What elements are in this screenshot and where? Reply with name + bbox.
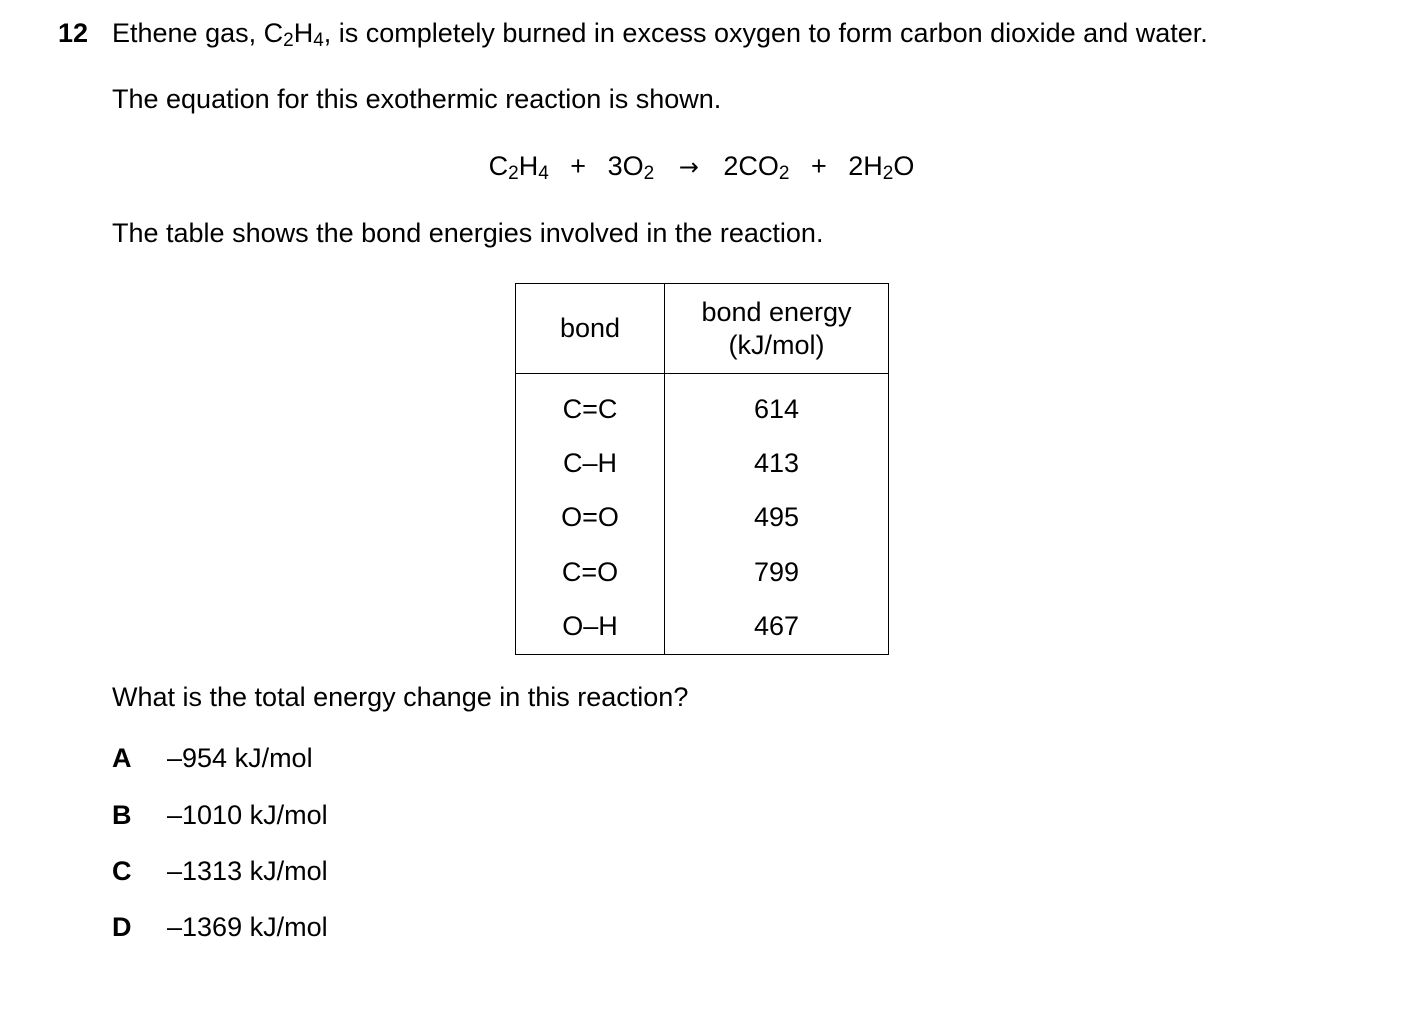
intro-text-end: , is completely burned in excess oxygen to form carbon dioxide and water. — [323, 18, 1208, 48]
option-c-text[interactable]: –1313 kJ/mol — [167, 856, 328, 886]
table-header-row — [516, 284, 889, 374]
energy-cell: 413 — [665, 436, 889, 490]
question-prompt: What is the total energy change in this reaction? — [112, 682, 689, 712]
energy-cell: 495 — [665, 491, 889, 545]
product-water: $2H_2O$ — [848, 151, 915, 184]
reactant-ethene: $C_2H_4$ — [488, 151, 549, 184]
table-row — [516, 436, 889, 490]
header-bond: bond — [516, 284, 665, 374]
bond-energy-table — [515, 283, 889, 655]
option-d-text[interactable]: –1369 kJ/mol — [167, 912, 328, 942]
equation-intro: The equation for this exothermic reaction is shown. — [112, 84, 722, 114]
bond-cell: O–H — [516, 600, 665, 655]
option-a-text[interactable]: –954 kJ/mol — [167, 743, 313, 773]
plus-sign: + — [570, 151, 587, 181]
reaction-arrow-icon: → — [678, 153, 699, 181]
plus-sign: + — [810, 151, 827, 181]
energy-cell: 614 — [665, 374, 889, 437]
option-b-letter[interactable]: B — [112, 800, 132, 830]
table-row — [516, 374, 889, 437]
table-intro: The table shows the bond energies involved in the reaction. — [112, 218, 824, 248]
bond-cell: C=O — [516, 545, 665, 599]
option-c-letter[interactable]: C — [112, 856, 132, 886]
option-b-text[interactable]: –1010 kJ/mol — [167, 800, 328, 830]
intro-text-hydrogen: H — [293, 18, 314, 48]
bond-cell: C–H — [516, 436, 665, 490]
question-intro — [112, 18, 1208, 49]
table-row — [516, 545, 889, 599]
energy-cell: 467 — [665, 600, 889, 655]
intro-subscript-hydrogen: 4 — [313, 30, 324, 51]
option-a-letter[interactable]: A — [112, 743, 132, 773]
energy-cell: 799 — [665, 545, 889, 599]
table-row — [516, 600, 889, 655]
reactant-oxygen: $3O_2$ — [607, 151, 655, 184]
table-row — [516, 491, 889, 545]
question-number: 12 — [58, 18, 89, 48]
option-d-letter[interactable]: D — [112, 912, 132, 942]
product-carbon-dioxide: $2CO_2$ — [723, 151, 790, 184]
chemical-equation — [0, 151, 1403, 182]
intro-subscript-carbon: 2 — [283, 30, 294, 51]
intro-text-start: Ethene gas, C — [112, 18, 284, 48]
bond-cell: O=O — [516, 491, 665, 545]
bond-cell: C=C — [516, 374, 665, 437]
header-bond-energy: bond energy (kJ/mol) — [665, 284, 889, 374]
